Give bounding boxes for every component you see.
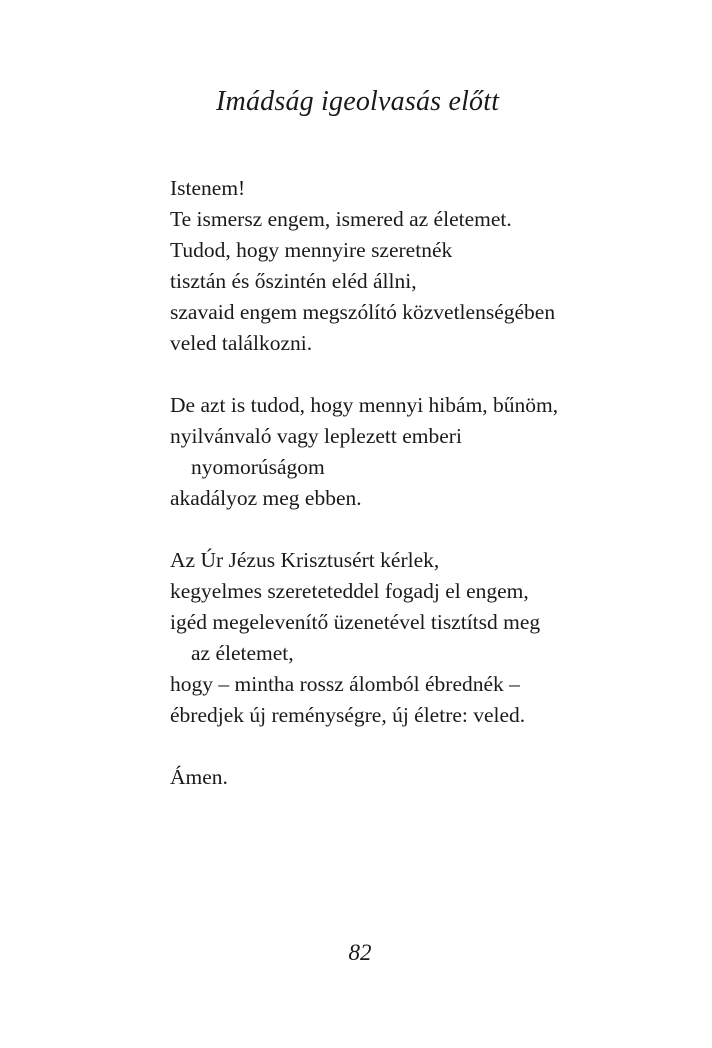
verse-line: Tudod, hogy mennyire szeretnék bbox=[170, 238, 453, 262]
verse-line: nyilvánvaló vagy leplezett emberi bbox=[170, 424, 462, 448]
stanza bbox=[170, 173, 670, 359]
verse-line: Istenem! bbox=[170, 176, 246, 200]
stanza bbox=[170, 390, 670, 514]
verse-line: kegyelmes szereteteddel fogadj el engem, bbox=[170, 579, 529, 603]
verse-line: hogy – mintha rossz álomból ébrednék – bbox=[170, 672, 520, 696]
stanza bbox=[170, 762, 670, 793]
verse-line: Az Úr Jézus Krisztusért kérlek, bbox=[170, 548, 440, 572]
verse-line: igéd megelevenítő üzenetével tisztítsd meg bbox=[170, 610, 541, 634]
verse-line: akadályoz meg ebben. bbox=[170, 486, 362, 510]
page-number: 82 bbox=[348, 940, 372, 965]
verse-line: tisztán és őszintén eléd állni, bbox=[170, 269, 417, 293]
verse-line: nyomorúságom bbox=[191, 455, 325, 479]
verse-line: az életemet, bbox=[191, 641, 294, 665]
prayer-body bbox=[170, 173, 670, 824]
verse-line: veled találkozni. bbox=[170, 331, 313, 355]
verse-line: Te ismersz engem, ismered az életemet. bbox=[170, 207, 512, 231]
verse-line: De azt is tudod, hogy mennyi hibám, bűnöm, bbox=[170, 393, 559, 417]
prayer-title: Imádság igeolvasás előtt bbox=[216, 86, 500, 117]
verse-line: szavaid engem megszólító közvetlenségében bbox=[170, 300, 556, 324]
stanza bbox=[170, 545, 670, 731]
verse-line: ébredjek új reménységre, új életre: veled. bbox=[170, 703, 526, 727]
verse-line: Ámen. bbox=[170, 765, 228, 789]
